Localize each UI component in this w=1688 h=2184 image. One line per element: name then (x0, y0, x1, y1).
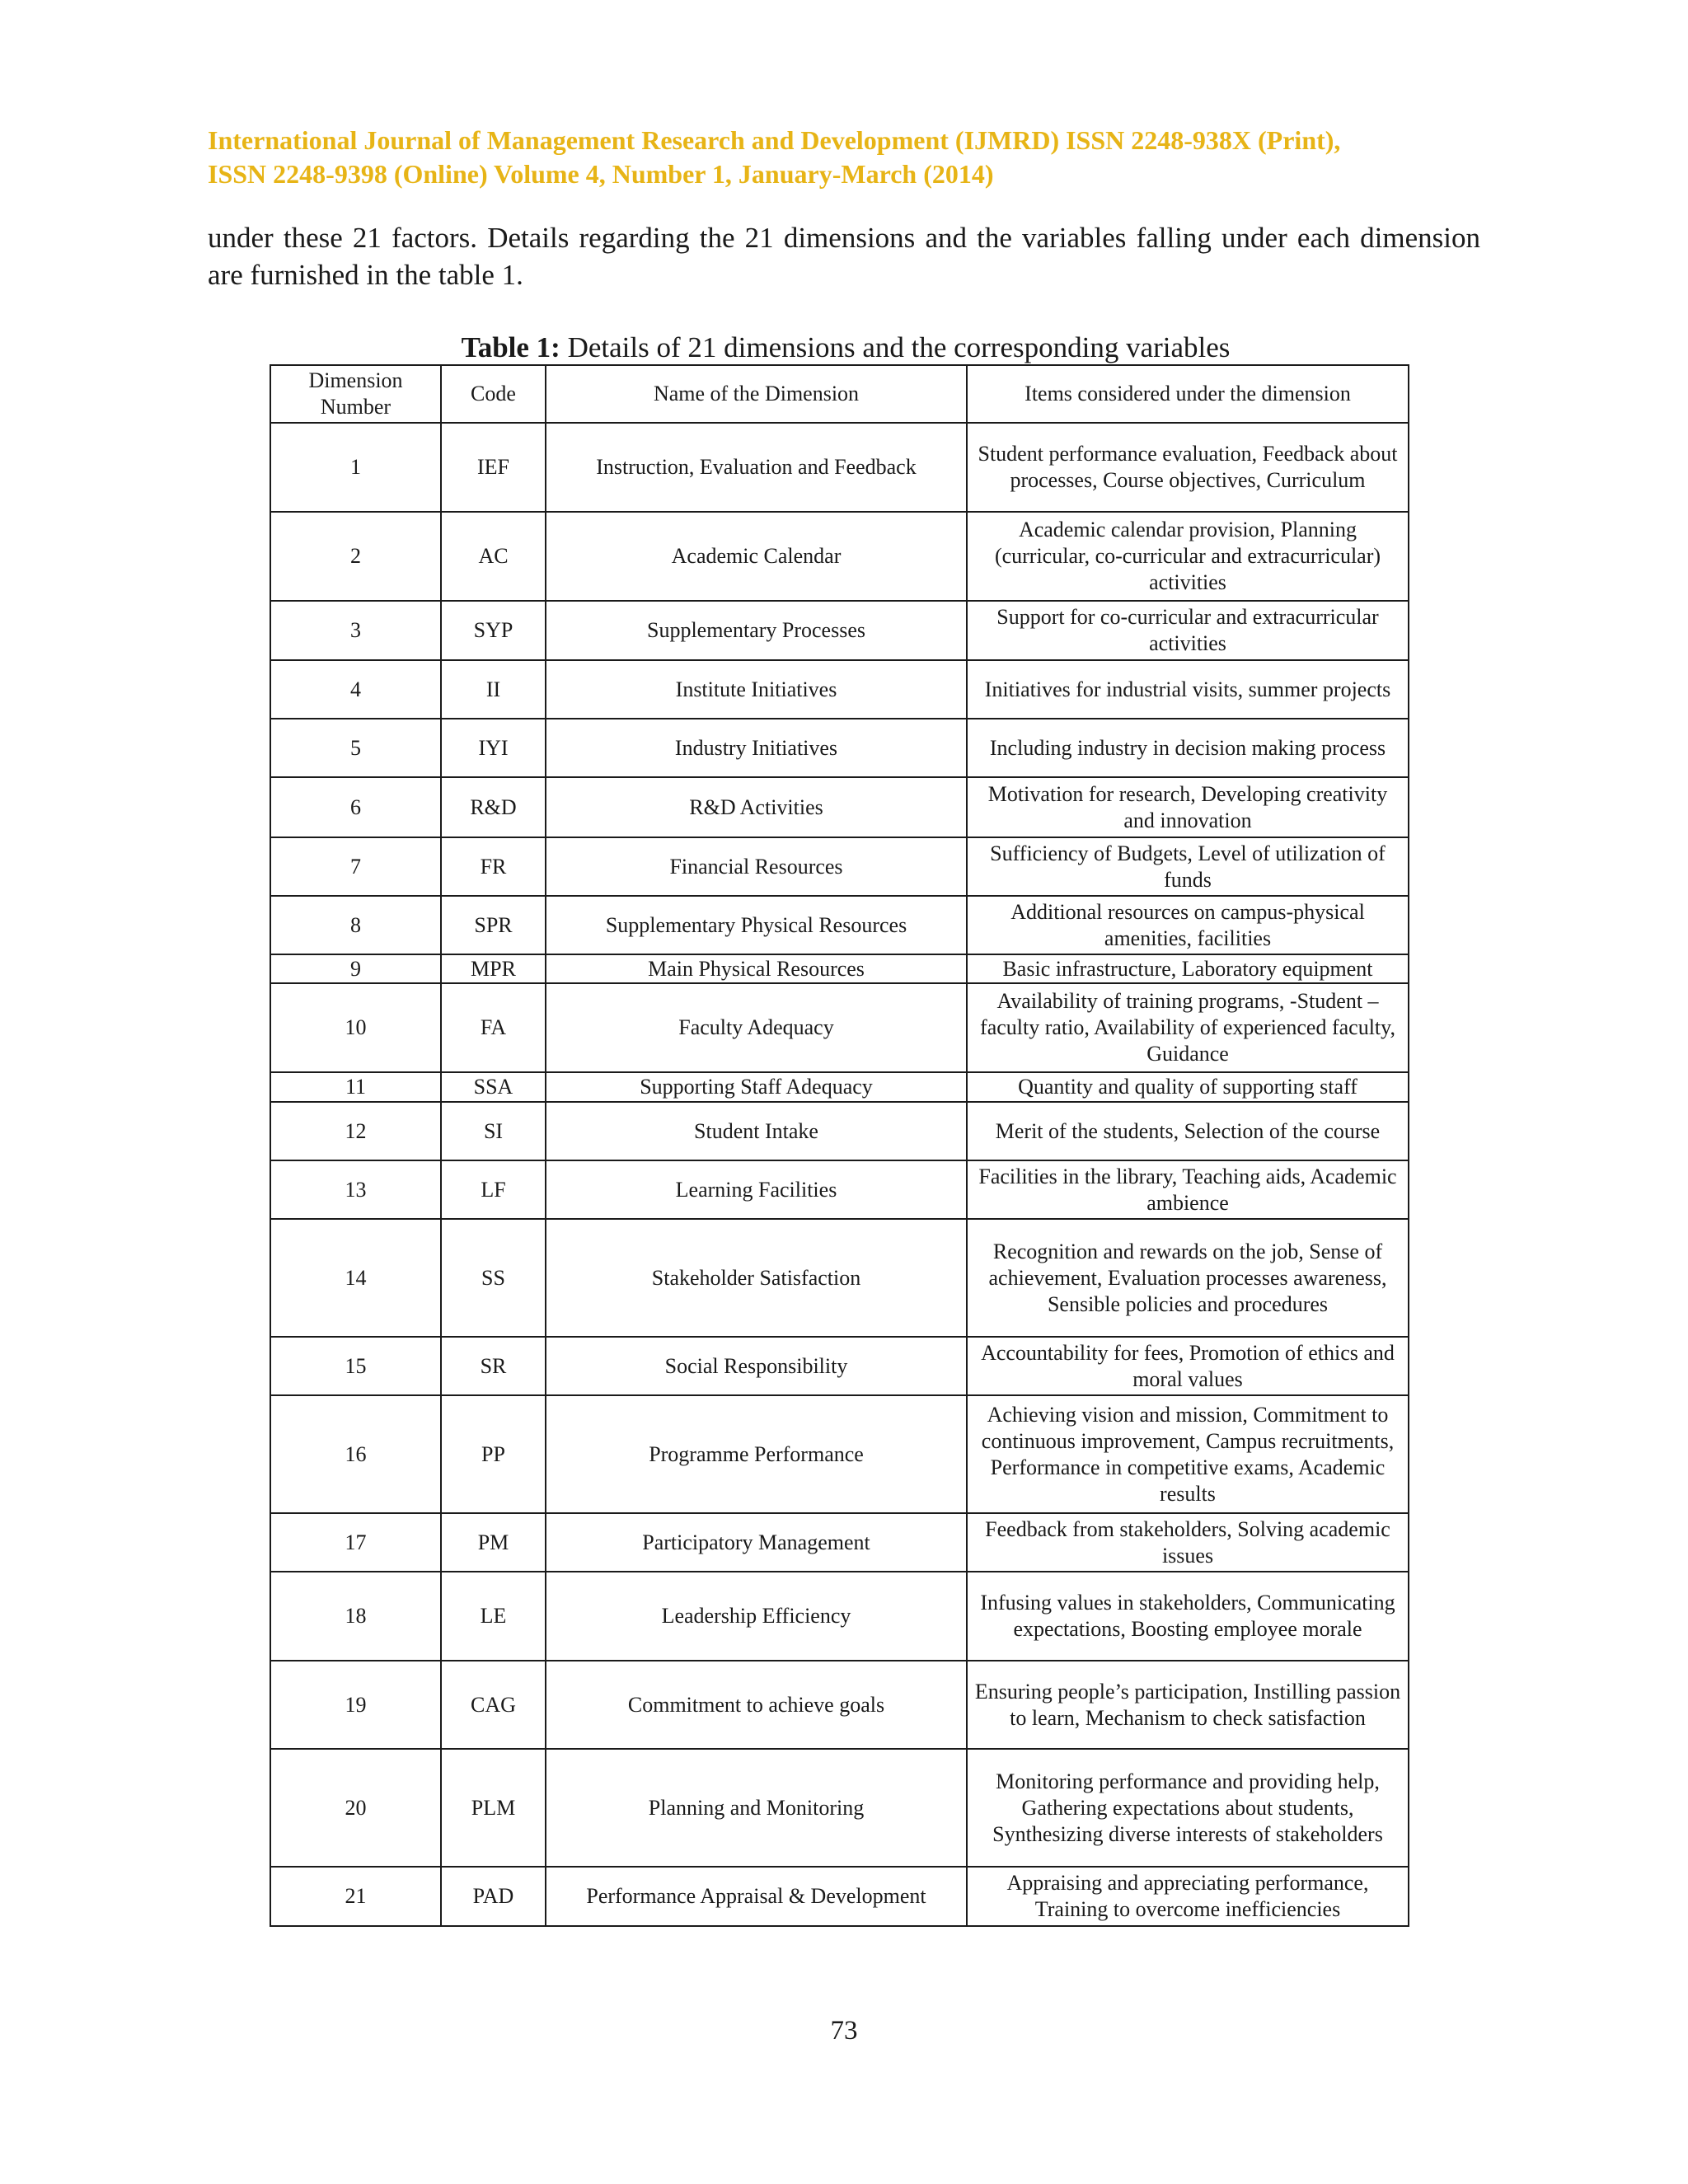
header-dimension-name: Name of the Dimension (546, 365, 967, 423)
table-row (270, 1749, 1409, 1867)
cell-dimension-name: Stakeholder Satisfaction (546, 1219, 967, 1337)
header-dimension-number: Dimension Number (270, 365, 441, 423)
cell-dimension-number: 20 (270, 1749, 441, 1867)
cell-dimension-name: Faculty Adequacy (546, 983, 967, 1072)
cell-dimension-number: 6 (270, 777, 441, 837)
cell-items: Availability of training programs, -Student – faculty ratio, Availability of experienced faculty, Guidance (967, 983, 1409, 1072)
cell-dimension-number: 7 (270, 837, 441, 896)
cell-dimension-number: 17 (270, 1513, 441, 1572)
table-row (270, 1395, 1409, 1513)
cell-code: FR (441, 837, 546, 896)
table-row (270, 837, 1409, 896)
cell-dimension-number: 5 (270, 719, 441, 777)
table-row (270, 1867, 1409, 1926)
cell-dimension-name: Participatory Management (546, 1513, 967, 1572)
table-row (270, 423, 1409, 512)
table-row (270, 1160, 1409, 1219)
cell-dimension-number: 15 (270, 1337, 441, 1395)
cell-dimension-name: Leadership Efficiency (546, 1572, 967, 1661)
cell-items: Appraising and appreciating performance, Training to overcome inefficiencies (967, 1867, 1409, 1926)
cell-dimension-name: Programme Performance (546, 1395, 967, 1513)
cell-items: Additional resources on campus-physical amenities, facilities (967, 896, 1409, 954)
cell-dimension-number: 1 (270, 423, 441, 512)
cell-items: Quantity and quality of supporting staff (967, 1072, 1409, 1102)
cell-code: IYI (441, 719, 546, 777)
cell-code: PAD (441, 1867, 546, 1926)
cell-items: Basic infrastructure, Laboratory equipment (967, 954, 1409, 983)
cell-code: SS (441, 1219, 546, 1337)
cell-dimension-name: Main Physical Resources (546, 954, 967, 983)
cell-dimension-name: Social Responsibility (546, 1337, 967, 1395)
table-row (270, 1661, 1409, 1749)
cell-items: Support for co-curricular and extracurricular activities (967, 601, 1409, 660)
cell-code: LE (441, 1572, 546, 1661)
cell-dimension-name: Supplementary Processes (546, 601, 967, 660)
cell-items: Feedback from stakeholders, Solving academic issues (967, 1513, 1409, 1572)
table-header-row (270, 365, 1409, 423)
table-row (270, 1513, 1409, 1572)
cell-dimension-name: Supporting Staff Adequacy (546, 1072, 967, 1102)
cell-dimension-number: 10 (270, 983, 441, 1072)
cell-items: Monitoring performance and providing help, Gathering expectations about students, Synthesizing diverse interests of stakeholders (967, 1749, 1409, 1867)
cell-items: Facilities in the library, Teaching aids, Academic ambience (967, 1160, 1409, 1219)
cell-dimension-number: 21 (270, 1867, 441, 1926)
cell-dimension-name: Financial Resources (546, 837, 967, 896)
cell-items: Including industry in decision making process (967, 719, 1409, 777)
cell-dimension-number: 19 (270, 1661, 441, 1749)
table-row (270, 777, 1409, 837)
cell-code: PLM (441, 1749, 546, 1867)
cell-dimension-number: 13 (270, 1160, 441, 1219)
cell-dimension-name: Commitment to achieve goals (546, 1661, 967, 1749)
table-row (270, 1337, 1409, 1395)
cell-code: II (441, 660, 546, 719)
table-row (270, 1072, 1409, 1102)
page-number: 73 (830, 2016, 858, 2046)
header-items: Items considered under the dimension (967, 365, 1409, 423)
cell-code: PP (441, 1395, 546, 1513)
cell-dimension-number: 12 (270, 1102, 441, 1160)
table-row (270, 719, 1409, 777)
dimensions-table (270, 364, 1409, 1927)
cell-dimension-number: 9 (270, 954, 441, 983)
cell-code: CAG (441, 1661, 546, 1749)
table-row (270, 1219, 1409, 1337)
cell-dimension-name: Planning and Monitoring (546, 1749, 967, 1867)
cell-dimension-name: R&D Activities (546, 777, 967, 837)
table-caption-text: Details of 21 dimensions and the corresponding variables (560, 331, 1231, 363)
cell-items: Accountability for fees, Promotion of ethics and moral values (967, 1337, 1409, 1395)
cell-dimension-number: 11 (270, 1072, 441, 1102)
cell-dimension-name: Instruction, Evaluation and Feedback (546, 423, 967, 512)
cell-items: Ensuring people’s participation, Instilling passion to learn, Mechanism to check satisfaction (967, 1661, 1409, 1749)
header-code: Code (441, 365, 546, 423)
cell-dimension-name: Learning Facilities (546, 1160, 967, 1219)
journal-header (208, 124, 1493, 191)
cell-code: IEF (441, 423, 546, 512)
cell-dimension-name: Supplementary Physical Resources (546, 896, 967, 954)
cell-dimension-name: Academic Calendar (546, 512, 967, 601)
cell-dimension-number: 3 (270, 601, 441, 660)
cell-code: SPR (441, 896, 546, 954)
cell-items: Achieving vision and mission, Commitment to continuous improvement, Campus recruitments, Performance in competitive exams, Academic results (967, 1395, 1409, 1513)
cell-dimension-number: 8 (270, 896, 441, 954)
cell-code: AC (441, 512, 546, 601)
cell-dimension-number: 14 (270, 1219, 441, 1337)
cell-code: R&D (441, 777, 546, 837)
table-caption-label: Table 1: (461, 331, 560, 363)
table-caption (269, 330, 1423, 366)
journal-header-line-1: International Journal of Management Research and Development (IJMRD) ISSN 2248-938X (Print), (208, 125, 1341, 155)
journal-header-line-2: ISSN 2248-9398 (Online) Volume 4, Number 1, January-March (2014) (208, 159, 994, 189)
cell-code: SSA (441, 1072, 546, 1102)
table-row (270, 983, 1409, 1072)
cell-items: Initiatives for industrial visits, summer projects (967, 660, 1409, 719)
cell-items: Academic calendar provision, Planning (curricular, co-curricular and extracurricular) activities (967, 512, 1409, 601)
table-row (270, 954, 1409, 983)
cell-items: Motivation for research, Developing creativity and innovation (967, 777, 1409, 837)
cell-code: MPR (441, 954, 546, 983)
cell-dimension-name: Student Intake (546, 1102, 967, 1160)
table-row (270, 601, 1409, 660)
cell-dimension-name: Industry Initiatives (546, 719, 967, 777)
cell-dimension-number: 2 (270, 512, 441, 601)
cell-code: PM (441, 1513, 546, 1572)
cell-code: SR (441, 1337, 546, 1395)
table-row (270, 896, 1409, 954)
cell-items: Recognition and rewards on the job, Sense of achievement, Evaluation processes awareness, Sensible policies and procedures (967, 1219, 1409, 1337)
cell-code: SI (441, 1102, 546, 1160)
cell-code: LF (441, 1160, 546, 1219)
cell-dimension-number: 18 (270, 1572, 441, 1661)
cell-dimension-number: 16 (270, 1395, 441, 1513)
table-row (270, 512, 1409, 601)
table-row (270, 660, 1409, 719)
table-row (270, 1102, 1409, 1160)
cell-dimension-name: Institute Initiatives (546, 660, 967, 719)
cell-items: Infusing values in stakeholders, Communicating expectations, Boosting employee morale (967, 1572, 1409, 1661)
cell-items: Student performance evaluation, Feedback about processes, Course objectives, Curriculum (967, 423, 1409, 512)
table-row (270, 1572, 1409, 1661)
cell-code: FA (441, 983, 546, 1072)
cell-items: Merit of the students, Selection of the course (967, 1102, 1409, 1160)
intro-paragraph: under these 21 factors. Details regarding the 21 dimensions and the variables falling under each dimension are furnished in the table 1. (208, 222, 1480, 291)
cell-code: SYP (441, 601, 546, 660)
cell-dimension-name: Performance Appraisal & Development (546, 1867, 967, 1926)
cell-dimension-number: 4 (270, 660, 441, 719)
cell-items: Sufficiency of Budgets, Level of utilization of funds (967, 837, 1409, 896)
